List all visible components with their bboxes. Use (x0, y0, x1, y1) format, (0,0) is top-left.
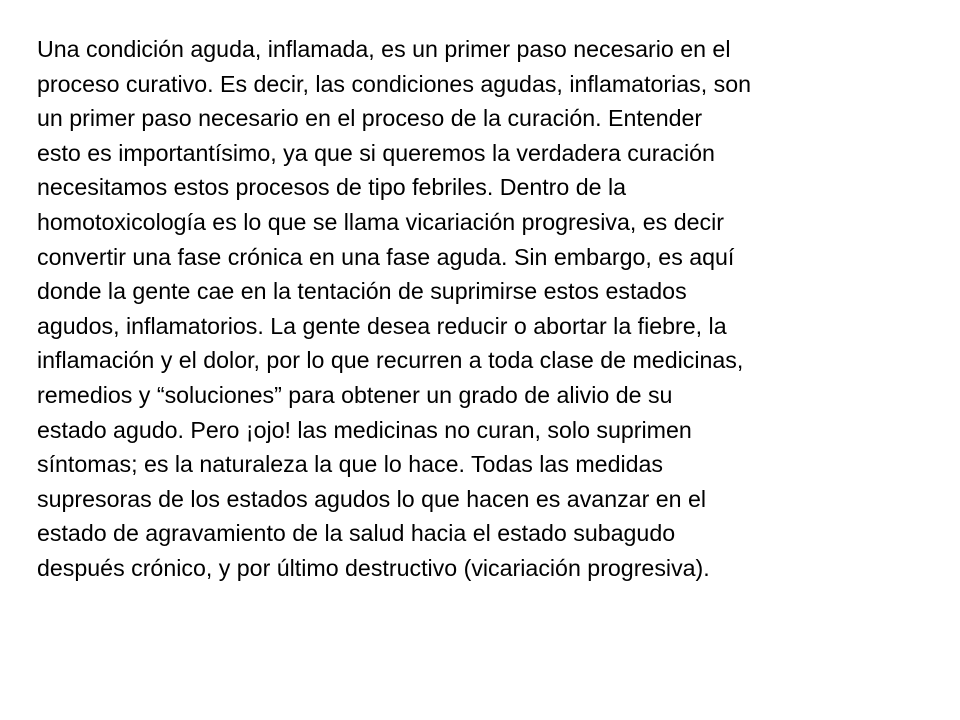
text-line: después crónico, y por último destructivo (vicariación progresiva). (37, 554, 710, 581)
text-line: agudos, inflamatorios. La gente desea reducir o abortar la fiebre, la (37, 312, 727, 339)
text-line: necesitamos estos procesos de tipo febriles. Dentro de la (37, 174, 627, 201)
text-line: Una condición aguda, inflamada, es un primer paso necesario en el (37, 36, 731, 62)
text-line: homotoxicología es lo que se llama vicariación progresiva, es decir (37, 208, 724, 235)
text-line: convertir una fase crónica en una fase aguda. Sin embargo, es aquí (37, 243, 735, 270)
text-line: proceso curativo. Es decir, las condiciones agudas, inflamatorias, son (37, 70, 752, 97)
text-line: remedios y “soluciones” para obtener un grado de alivio de su (37, 381, 673, 408)
text-line: estado agudo. Pero ¡ojo! las medicinas no curan, solo suprimen (37, 416, 692, 443)
text-line: un primer paso necesario en el proceso de la curación. Entender (37, 105, 703, 132)
text-line: donde la gente cae en la tentación de suprimirse estos estados (37, 278, 687, 305)
text-line: síntomas; es la naturaleza la que lo hace. Todas las medidas (37, 451, 664, 478)
text-line: estado de agravamiento de la salud hacia el estado subagudo (37, 520, 676, 547)
text-line: inflamación y el dolor, por lo que recurren a toda clase de medicinas, (37, 347, 744, 374)
body-text (37, 32, 947, 586)
text-line: supresoras de los estados agudos lo que hacen es avanzar en el (37, 485, 707, 512)
text-line: esto es importantísimo, ya que si queremos la verdadera curación (37, 139, 715, 166)
